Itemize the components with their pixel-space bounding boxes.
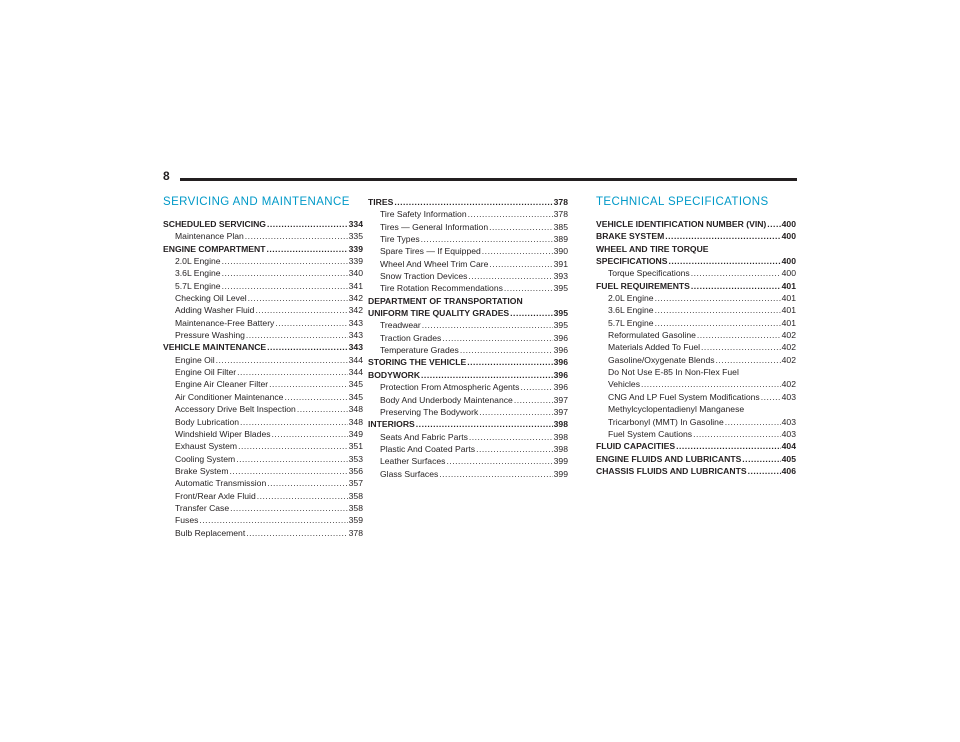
entry-title: FUEL REQUIREMENTS [596,280,690,291]
toc-subentry[interactable] [596,267,796,279]
toc-heading-line: DEPARTMENT OF TRANSPORTATION [368,295,523,306]
entry-title: VEHICLE MAINTENANCE [163,342,267,353]
toc-subentry[interactable] [163,453,363,465]
entry-title: Cooling System [175,453,236,464]
entry-page-number: 357 [348,478,363,489]
dot-leader [246,527,347,539]
toc-subentry[interactable] [163,490,363,502]
dot-leader [230,465,348,477]
toc-subentry[interactable] [163,267,363,279]
dot-leader [476,443,553,455]
entry-title: Glass Surfaces [380,468,439,479]
entry-page-number: 402 [781,354,796,365]
entry-page-number: 344 [348,367,363,378]
entry-page-number: 345 [348,379,363,390]
toc-subentry[interactable] [163,292,363,304]
entry-page-number: 396 [553,369,568,380]
dot-leader [479,406,552,418]
toc-subentry[interactable] [596,428,796,440]
dot-leader [504,282,553,294]
dot-leader [246,329,348,341]
dot-leader [725,416,781,428]
entry-page-number: 401 [781,293,796,304]
dot-leader [767,218,780,230]
entry-page-number: 395 [553,283,568,294]
dot-leader [468,208,553,220]
toc-subentry[interactable] [368,406,568,418]
toc-subentry[interactable] [163,378,363,390]
entry-page-number: 378 [553,209,568,220]
dot-leader [655,304,781,316]
entry-page-number: 353 [348,453,363,464]
toc-heading-entry[interactable] [368,356,568,368]
entry-page-number: 378 [553,197,568,207]
toc-subentry[interactable] [163,527,363,539]
entry-title: 2.0L Engine [608,293,654,304]
toc-subentry[interactable] [163,366,363,378]
entry-title: 5.7L Engine [175,280,221,291]
entry-title: Fuel System Cautions [608,428,693,439]
toc-subentry[interactable] [368,431,568,443]
toc-column-2 [368,196,568,480]
header-rule [180,178,797,181]
toc-subentry[interactable] [163,403,363,415]
dot-leader [297,403,348,415]
toc-subentry[interactable] [368,270,568,282]
entry-title: ENGINE FLUIDS AND LUBRICANTS [596,453,742,464]
toc-subentry[interactable] [163,428,363,440]
toc-subentry[interactable] [368,394,568,406]
entry-title: STORING THE VEHICLE [368,357,467,368]
entry-page-number: 343 [348,330,363,341]
entry-page-number: 339 [348,256,363,267]
entry-page-number: 340 [348,268,363,279]
toc-heading-entry[interactable] [596,440,796,452]
entry-page-number: 402 [781,330,796,341]
toc-subentry[interactable] [368,233,568,245]
entry-title: Pressure Washing [175,330,245,341]
dot-leader [421,369,553,381]
dot-leader [237,366,348,378]
entry-page-number: 342 [348,305,363,316]
dot-leader [748,465,781,477]
entry-page-number: 335 [348,231,363,242]
entry-page-number: 356 [348,465,363,476]
entry-page-number: 402 [781,379,796,390]
entry-page-number: 359 [348,515,363,526]
dot-leader [199,514,347,526]
dot-leader [655,292,781,304]
toc-subentry[interactable] [368,344,568,356]
entry-page-number: 396 [553,357,568,368]
entry-title: Bulb Replacement [175,527,246,538]
toc-subentry[interactable] [596,292,796,304]
entry-title: Transfer Case [175,502,230,513]
dot-leader [421,233,553,245]
entry-title: CHASSIS FLUIDS AND LUBRICANTS [596,465,747,476]
toc-subentry[interactable] [163,317,363,329]
entry-page-number: 400 [781,256,796,267]
entry-title: Materials Added To Fuel [608,342,701,353]
toc-subentry[interactable] [596,304,796,316]
dot-leader [489,221,553,233]
dot-leader [248,292,348,304]
page-number: 8 [163,169,170,183]
entry-title: Wheel And Wheel Trim Care [380,258,489,269]
entry-title: CNG And LP Fuel System Modifications [608,391,760,402]
entry-page-number: 334 [348,219,363,229]
toc-subentry[interactable] [596,391,796,403]
entry-page-number: 401 [781,317,796,328]
entry-page-number: 399 [553,456,568,467]
entry-title: Tricarbonyl (MMT) In Gasoline [608,416,724,427]
entry-title: Gasoline/Oxygenate Blends [608,354,715,365]
dot-leader [255,304,347,316]
dot-leader [222,255,348,267]
entry-title: Tire Rotation Recommendations [380,283,503,294]
toc-list [368,196,568,480]
entry-title: Traction Grades [380,332,442,343]
entry-page-number: 358 [348,502,363,513]
entry-title: BODYWORK [368,369,421,380]
toc-subentry-line: Methylcyclopentadienyl Manganese [608,404,745,415]
dot-leader [416,418,553,430]
toc-subentry[interactable] [163,416,363,428]
toc-subentry[interactable] [596,317,796,329]
entry-title: Accessory Drive Belt Inspection [175,404,296,415]
toc-subentry[interactable] [163,354,363,366]
toc-heading-entry[interactable] [368,307,568,319]
entry-title: Air Conditioner Maintenance [175,391,284,402]
entry-page-number: 391 [553,258,568,269]
entry-page-number: 396 [553,382,568,393]
entry-title: Tires — General Information [380,221,489,232]
dot-leader [442,332,552,344]
entry-title: TIRES [368,197,394,207]
toc-subentry[interactable] [368,455,568,467]
dot-leader [216,354,348,366]
toc-column-3 [596,196,796,477]
toc-subentry[interactable] [163,514,363,526]
toc-subentry[interactable] [368,319,568,331]
entry-title: Adding Washer Fluid [175,305,255,316]
entry-title: SPECIFICATIONS [596,256,668,267]
toc-subentry[interactable] [163,255,363,267]
entry-page-number: 385 [553,221,568,232]
toc-subentry-line: Do Not Use E-85 In Non-Flex Fuel [608,367,739,378]
entry-title: Exhaust System [175,441,238,452]
toc-subentry[interactable] [163,440,363,452]
entry-page-number: 343 [348,317,363,328]
entry-page-number: 398 [553,443,568,454]
toc-heading-entry[interactable] [596,453,796,465]
entry-page-number: 348 [348,416,363,427]
entry-title: INTERIORS [368,419,415,430]
toc-subentry[interactable] [596,354,796,366]
toc-heading-entry[interactable] [596,465,796,477]
toc-subentry[interactable] [163,502,363,514]
toc-subentry[interactable] [596,341,796,353]
dot-leader [665,230,780,242]
entry-page-number: 344 [348,354,363,365]
dot-leader [514,394,553,406]
dot-leader [482,245,553,257]
entry-page-number: 402 [781,342,796,353]
dot-leader [236,453,347,465]
entry-page-number: 398 [553,419,568,430]
toc-list [163,218,363,539]
entry-page-number: 403 [781,428,796,439]
dot-leader [222,267,348,279]
entry-title: 5.7L Engine [608,317,654,328]
entry-title: Front/Rear Axle Fluid [175,490,256,501]
entry-title: Preserving The Bodywork [380,406,479,417]
toc-heading-entry[interactable] [368,369,568,381]
entry-page-number: 396 [553,332,568,343]
entry-title: Treadwear [380,320,421,331]
toc-subentry[interactable] [163,465,363,477]
entry-title: Engine Oil Filter [175,367,237,378]
toc-subentry[interactable] [368,468,568,480]
entry-title: SCHEDULED SERVICING [163,219,266,229]
entry-title: 3.6L Engine [175,268,221,279]
entry-page-number: 349 [348,428,363,439]
entry-title: Windshield Wiper Blades [175,428,271,439]
entry-page-number: 403 [781,391,796,402]
dot-leader [245,230,348,242]
toc-heading-entry[interactable] [163,243,363,255]
entry-page-number: 348 [348,404,363,415]
entry-title: Spare Tires — If Equipped [380,246,481,257]
entry-page-number: 400 [781,231,796,242]
entry-title: Seats And Fabric Parts [380,431,468,442]
dot-leader [284,391,347,403]
entry-page-number: 401 [781,305,796,316]
entry-page-number: 378 [348,527,363,538]
entry-title: Temperature Grades [380,345,459,356]
entry-title: Vehicles [608,379,641,390]
entry-page-number: 397 [553,394,568,405]
dot-leader [742,453,780,465]
dot-leader [676,440,781,452]
dot-leader [269,378,348,390]
entry-page-number: 390 [553,246,568,257]
toc-subentry[interactable] [368,221,568,233]
entry-page-number: 389 [553,234,568,245]
entry-title: Leather Surfaces [380,456,446,467]
toc-subentry[interactable] [163,280,363,292]
dot-leader [267,243,348,255]
toc-subentry[interactable] [163,304,363,316]
toc-subentry[interactable] [163,477,363,489]
dot-leader [761,391,781,403]
entry-title: Body And Underbody Maintenance [380,394,513,405]
dot-leader [275,317,347,329]
toc-heading-entry[interactable] [163,218,363,230]
entry-page-number: 403 [781,416,796,427]
entry-title: Automatic Transmission [175,478,267,489]
toc-heading-entry[interactable] [368,196,568,208]
entry-title: Checking Oil Level [175,293,247,304]
toc-heading-entry[interactable] [368,418,568,430]
entry-title: Engine Oil [175,354,215,365]
entry-page-number: 406 [781,465,796,476]
entry-title: Body Lubrication [175,416,240,427]
entry-title: Protection From Atmospheric Agents [380,382,520,393]
entry-title: Maintenance Plan [175,231,244,242]
dot-leader [257,490,348,502]
dot-leader [641,378,781,390]
dot-leader [691,267,781,279]
entry-page-number: 396 [553,345,568,356]
dot-leader [460,344,553,356]
section-title: SERVICING AND MAINTENANCE [163,196,350,208]
toc-heading-entry[interactable] [163,341,363,353]
entry-page-number: 358 [348,490,363,501]
dot-leader [272,428,348,440]
dot-leader [267,341,348,353]
toc-subentry[interactable] [596,416,796,428]
toc-subentry[interactable] [368,245,568,257]
entry-title: UNIFORM TIRE QUALITY GRADES [368,308,510,319]
toc-heading-entry[interactable] [596,218,796,230]
dot-leader [422,319,553,331]
entry-title: 3.6L Engine [608,305,654,316]
entry-page-number: 395 [553,308,568,319]
entry-title: 2.0L Engine [175,256,221,267]
entry-title: Brake System [175,465,229,476]
entry-page-number: 341 [348,280,363,291]
entry-title: FLUID CAPACITIES [596,441,676,452]
dot-leader [668,255,780,267]
toc-heading-entry[interactable] [596,230,796,242]
entry-page-number: 393 [553,271,568,282]
toc-column-1 [163,196,363,539]
entry-page-number: 405 [781,453,796,464]
entry-page-number: 342 [348,293,363,304]
dot-leader [267,218,348,230]
entry-title: Tire Types [380,234,420,245]
dot-leader [446,455,552,467]
entry-page-number: 399 [553,468,568,479]
dot-leader [238,440,348,452]
toc-subentry[interactable] [596,378,796,390]
entry-page-number: 395 [553,320,568,331]
entry-page-number: 400 [781,219,796,229]
dot-leader [655,317,781,329]
entry-page-number: 345 [348,391,363,402]
toc-subentry[interactable] [368,282,568,294]
entry-title: Fuses [175,515,199,526]
toc-subentry[interactable] [596,329,796,341]
entry-page-number: 400 [781,268,796,279]
section-title: TECHNICAL SPECIFICATIONS [596,196,769,208]
entry-page-number: 404 [781,441,796,452]
dot-leader [467,356,552,368]
dot-leader [489,258,552,270]
toc-list [596,218,796,477]
toc-subentry[interactable] [368,258,568,270]
entry-title: Torque Specifications [608,268,690,279]
entry-title: ENGINE COMPARTMENT [163,243,266,254]
entry-title: Tire Safety Information [380,209,467,220]
entry-page-number: 397 [553,406,568,417]
dot-leader [439,468,552,480]
entry-title: VEHICLE IDENTIFICATION NUMBER (VIN) [596,219,767,229]
dot-leader [520,381,552,393]
toc-subentry[interactable] [368,208,568,220]
toc-subentry[interactable] [163,230,363,242]
entry-title: Plastic And Coated Parts [380,443,476,454]
toc-subentry[interactable] [368,381,568,393]
entry-title: Maintenance-Free Battery [175,317,275,328]
dot-leader [701,341,781,353]
dot-leader [230,502,348,514]
toc-heading-entry[interactable] [596,255,796,267]
dot-leader [469,431,553,443]
toc-heading-line: WHEEL AND TIRE TORQUE [596,243,709,254]
dot-leader [468,270,552,282]
entry-page-number: 398 [553,431,568,442]
entry-title: Engine Air Cleaner Filter [175,379,269,390]
toc-subentry[interactable] [368,332,568,344]
dot-leader [697,329,781,341]
entry-page-number: 401 [781,280,796,291]
entry-page-number: 343 [348,342,363,353]
toc-subentry[interactable] [368,443,568,455]
entry-title: BRAKE SYSTEM [596,231,665,242]
dot-leader [691,280,781,292]
dot-leader [716,354,781,366]
entry-title: Reformulated Gasoline [608,330,696,341]
toc-subentry[interactable] [163,391,363,403]
dot-leader [510,307,552,319]
toc-heading-entry[interactable] [596,280,796,292]
toc-subentry[interactable] [163,329,363,341]
dot-leader [267,477,347,489]
dot-leader [394,196,552,208]
dot-leader [693,428,781,440]
dot-leader [240,416,348,428]
entry-page-number: 351 [348,441,363,452]
entry-title: Snow Traction Devices [380,271,468,282]
dot-leader [222,280,348,292]
entry-page-number: 339 [348,243,363,254]
